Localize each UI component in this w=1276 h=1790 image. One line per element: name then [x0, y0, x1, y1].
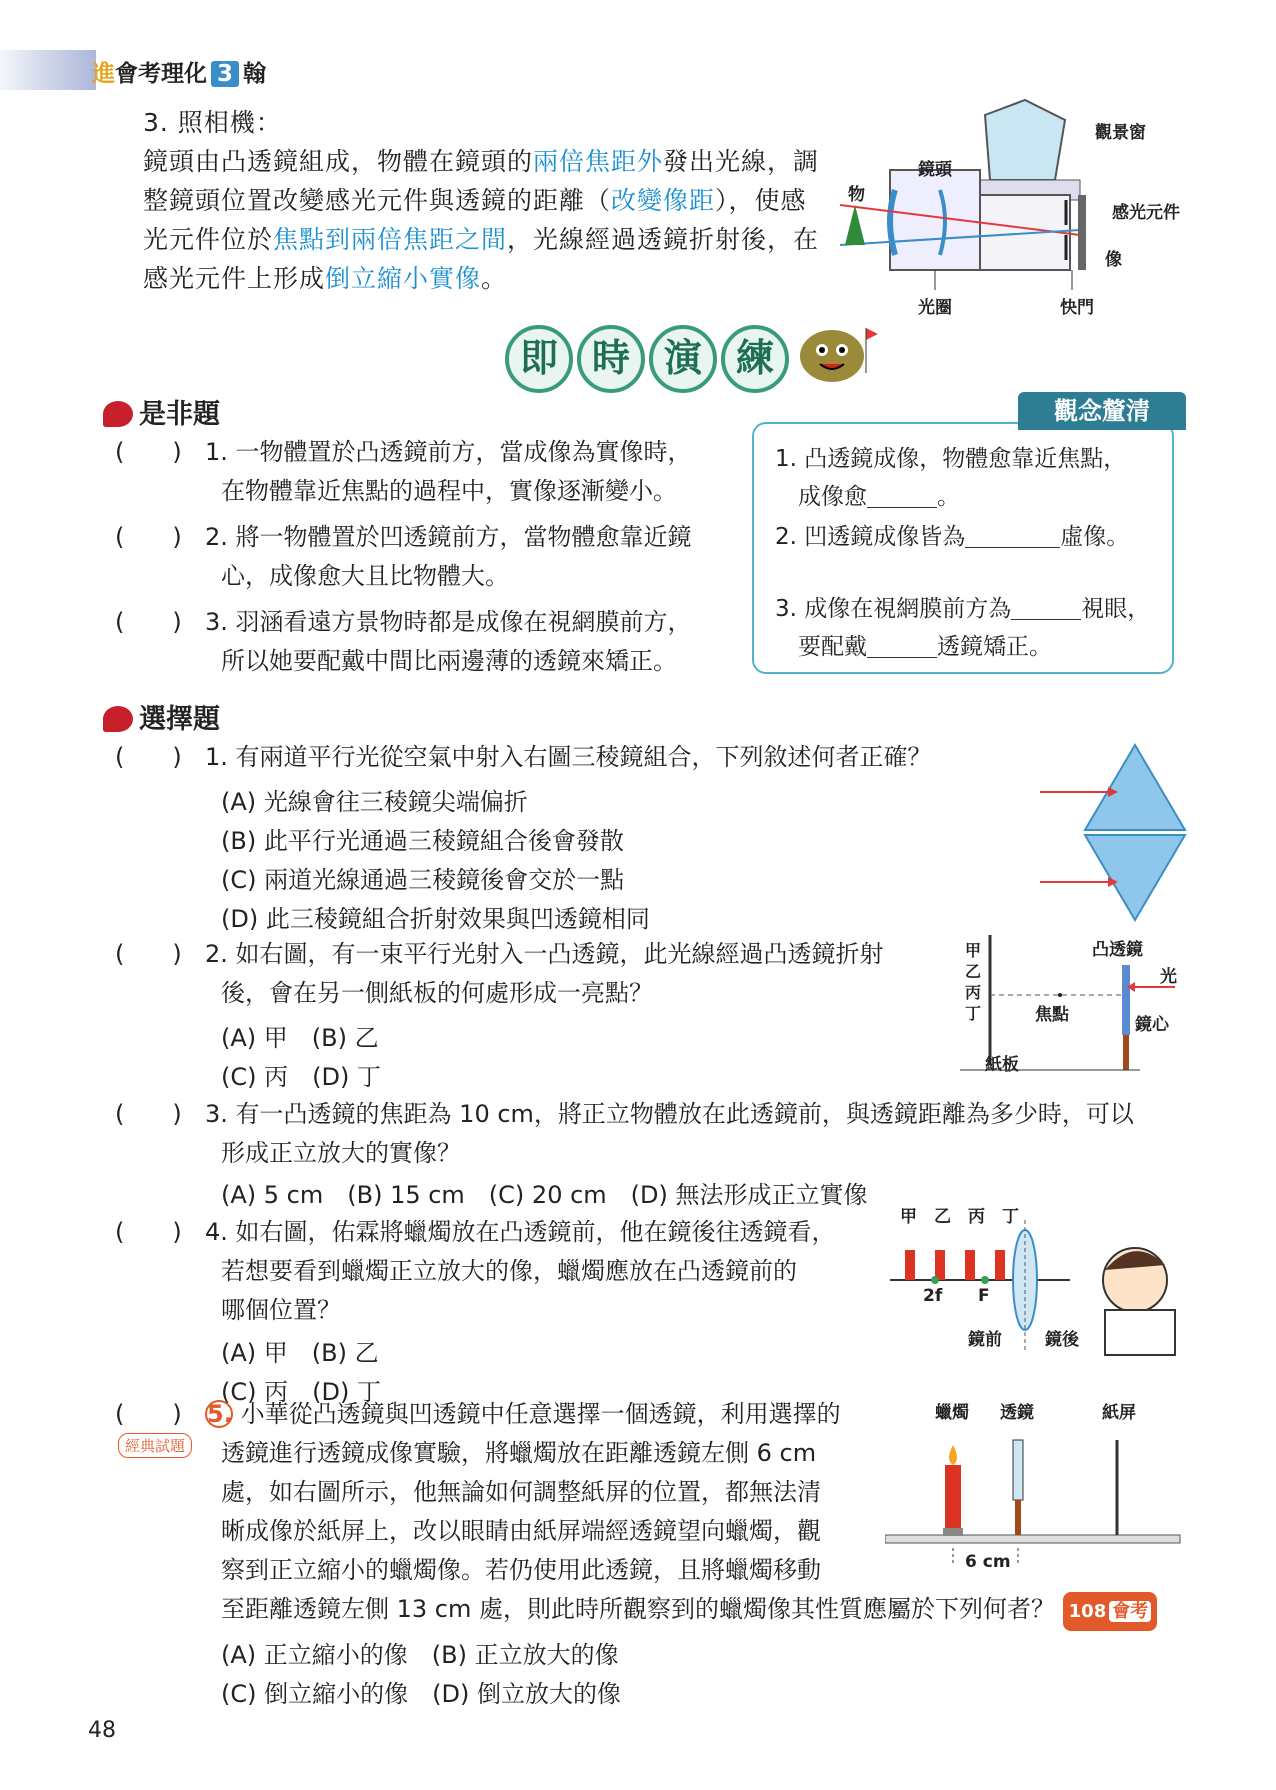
label-aperture: 光圈 — [918, 298, 952, 318]
q5-label-distance: 6 cm — [965, 1552, 1011, 1572]
mc-q2-options-cd: (C) 丙 (D) 丁 — [221, 1063, 381, 1091]
mc-q3-options: (A) 5 cm (B) 15 cm (C) 20 cm (D) 無法形成正立實像 — [221, 1181, 868, 1209]
concept-line-3: 3. 成像在視網膜前方為 視眼， — [775, 596, 1151, 622]
mc-q2-options-ab: (A) 甲 (B) 乙 — [221, 1024, 379, 1052]
q2-label-light: 光 — [1160, 967, 1177, 987]
classic-question-tag: 經典試題 — [118, 1433, 192, 1458]
mc-q1: ( ) 1. 有兩道平行光從空氣中射入右圖三稜鏡組合，下列敘述何者正確？ — [115, 743, 932, 771]
mc-section-title: 選擇題 — [103, 697, 220, 736]
concept-line-2: 2. 凹透鏡成像皆為 虛像。 — [775, 524, 1130, 550]
concept-line-1b: 成像愈 。 — [798, 484, 960, 510]
prism-diagram — [1040, 740, 1190, 925]
tf-section-title: 是非題 — [103, 392, 220, 431]
mc-q1-option-d: (D) 此三稜鏡組合折射效果與凹透鏡相同 — [221, 905, 650, 933]
header-logo: 進 — [92, 61, 115, 87]
label-object: 物 — [848, 185, 865, 205]
mc-q5: ( ) 5. 小華從凸透鏡與凹透鏡中任意選擇一個透鏡，利用選擇的 — [115, 1400, 841, 1428]
mc-q2: ( ) 2. 如右圖，有一束平行光射入一凸透鏡，此光線經過凸透鏡折射 後，會在另一側紙板的何處形成一亮點？ — [115, 940, 884, 1007]
q5-label-screen: 紙屏 — [1102, 1403, 1136, 1423]
concept-line-1: 1. 凸透鏡成像，物體愈靠近焦點， — [775, 446, 1127, 472]
mc-q5-line3: 處，如右圖所示，他無論如何調整紙屏的位置，都無法清 — [221, 1478, 821, 1506]
label-sensor: 感光元件 — [1112, 203, 1180, 223]
label-image: 像 — [1105, 250, 1122, 270]
label-viewfinder: 觀景窗 — [1095, 123, 1146, 143]
q2-label-center: 鏡心 — [1135, 1015, 1169, 1035]
tf-item-1: ( ) 1. 一物體置於凸透鏡前方，當成像為實像時， 在物體靠近焦點的過程中，實像逐漸變小。 — [115, 438, 692, 505]
header-title: 進會考理化 3 翰 — [92, 61, 267, 87]
mc-q5-line5: 察到正立縮小的蠟燭像。若仍使用此透鏡，且將蠟燭移動 — [221, 1556, 821, 1584]
q2-label-lens: 凸透鏡 — [1092, 940, 1143, 960]
label-lens: 鏡頭 — [918, 160, 952, 180]
header-publisher: 翰 — [243, 61, 267, 87]
mc-q4-options-cd: (C) 丙 (D) 丁 — [221, 1378, 381, 1406]
mc-q5-options-ab: (A) 正立縮小的像 (B) 正立放大的像 — [221, 1641, 619, 1669]
lens-experiment-diagram — [885, 1420, 1185, 1570]
mc-q5-options-cd: (C) 倒立縮小的像 (D) 倒立放大的像 — [221, 1680, 621, 1708]
mc-q4-options-ab: (A) 甲 (B) 乙 — [221, 1339, 379, 1367]
tf-item-2: ( ) 2. 將一物體置於凹透鏡前方，當物體愈靠近鏡 心，成像愈大且比物體大。 — [115, 523, 692, 590]
practice-banner: 即 時 演 練 — [505, 325, 789, 393]
page-number: 48 — [88, 1718, 116, 1743]
mc-q5-line6: 至距離透鏡左側 13 cm 處，則此時所觀察到的蠟燭像其性質應屬於下列何者？ 108 會考 — [221, 1590, 1157, 1631]
mascot-icon — [790, 318, 880, 388]
label-shutter: 快門 — [1060, 298, 1094, 318]
mc-q1-option-a: (A) 光線會往三稜鏡尖端偏折 — [221, 788, 528, 816]
concept-line-4: 要配戴 透鏡矯正。 — [798, 634, 1052, 660]
mc-q5-line4: 晰成像於紙屏上，改以眼睛由紙屏端經透鏡望向蠟燭，觀 — [221, 1517, 821, 1545]
q2-label-focus: 焦點 — [1035, 1005, 1069, 1025]
tf-item-3: ( ) 3. 羽涵看遠方景物時都是成像在視網膜前方， 所以她要配戴中間比兩邊薄的透鏡來矯正。 — [115, 608, 692, 675]
exam-badge: 108 會考 — [1063, 1592, 1158, 1631]
mc-q1-option-b: (B) 此平行光通過三稜鏡組合後會發散 — [221, 827, 624, 855]
mc-q5-line2: 透鏡進行透鏡成像實驗，將蠟燭放在距離透鏡左側 6 cm — [221, 1439, 817, 1467]
camera-heading: 3. 照相機： — [143, 108, 282, 137]
candle-lens-diagram — [890, 1210, 1190, 1360]
q4-label-back: 鏡後 — [1045, 1330, 1079, 1350]
mc-q3: ( ) 3. 有一凸透鏡的焦距為 10 cm，將正立物體放在此透鏡前，與透鏡距離為多少時，可以 形成正立放大的實像？ — [115, 1100, 1134, 1167]
mc-q1-option-c: (C) 兩道光線通過三稜鏡後會交於一點 — [221, 866, 625, 894]
q2-marks: 甲 乙 丙 丁 — [965, 941, 982, 1023]
camera-text: 鏡頭由凸透鏡組成，物體在鏡頭的兩倍焦距外發出光線，調 整鏡頭位置改變感光元件與透鏡的距離（改變像距），使感 光元件位於焦點到兩倍焦距之間，光線經過透鏡折射後，在 感光元件上形成倒立縮小實像。 — [143, 147, 820, 293]
q5-label-candle: 蠟燭 — [935, 1403, 969, 1423]
q4-label-front: 鏡前 — [968, 1330, 1002, 1350]
q5-label-lens: 透鏡 — [1000, 1403, 1034, 1423]
q2-label-board: 紙板 — [985, 1055, 1019, 1075]
header-band — [0, 50, 96, 90]
mc-q4: ( ) 4. 如右圖，佑霖將蠟燭放在凸透鏡前，他在鏡後往透鏡看， 若想要看到蠟燭正立放大的像，蠟燭應放在凸透鏡前的 哪個位置？ — [115, 1218, 836, 1324]
q4-marks: 甲 乙 丙 丁 — [900, 1207, 1019, 1227]
header-volume: 3 — [211, 61, 239, 87]
q4-label-f: F — [978, 1286, 990, 1306]
q4-label-2f: 2f — [923, 1286, 943, 1306]
concept-box-title: 觀念釐清 — [1018, 392, 1186, 430]
